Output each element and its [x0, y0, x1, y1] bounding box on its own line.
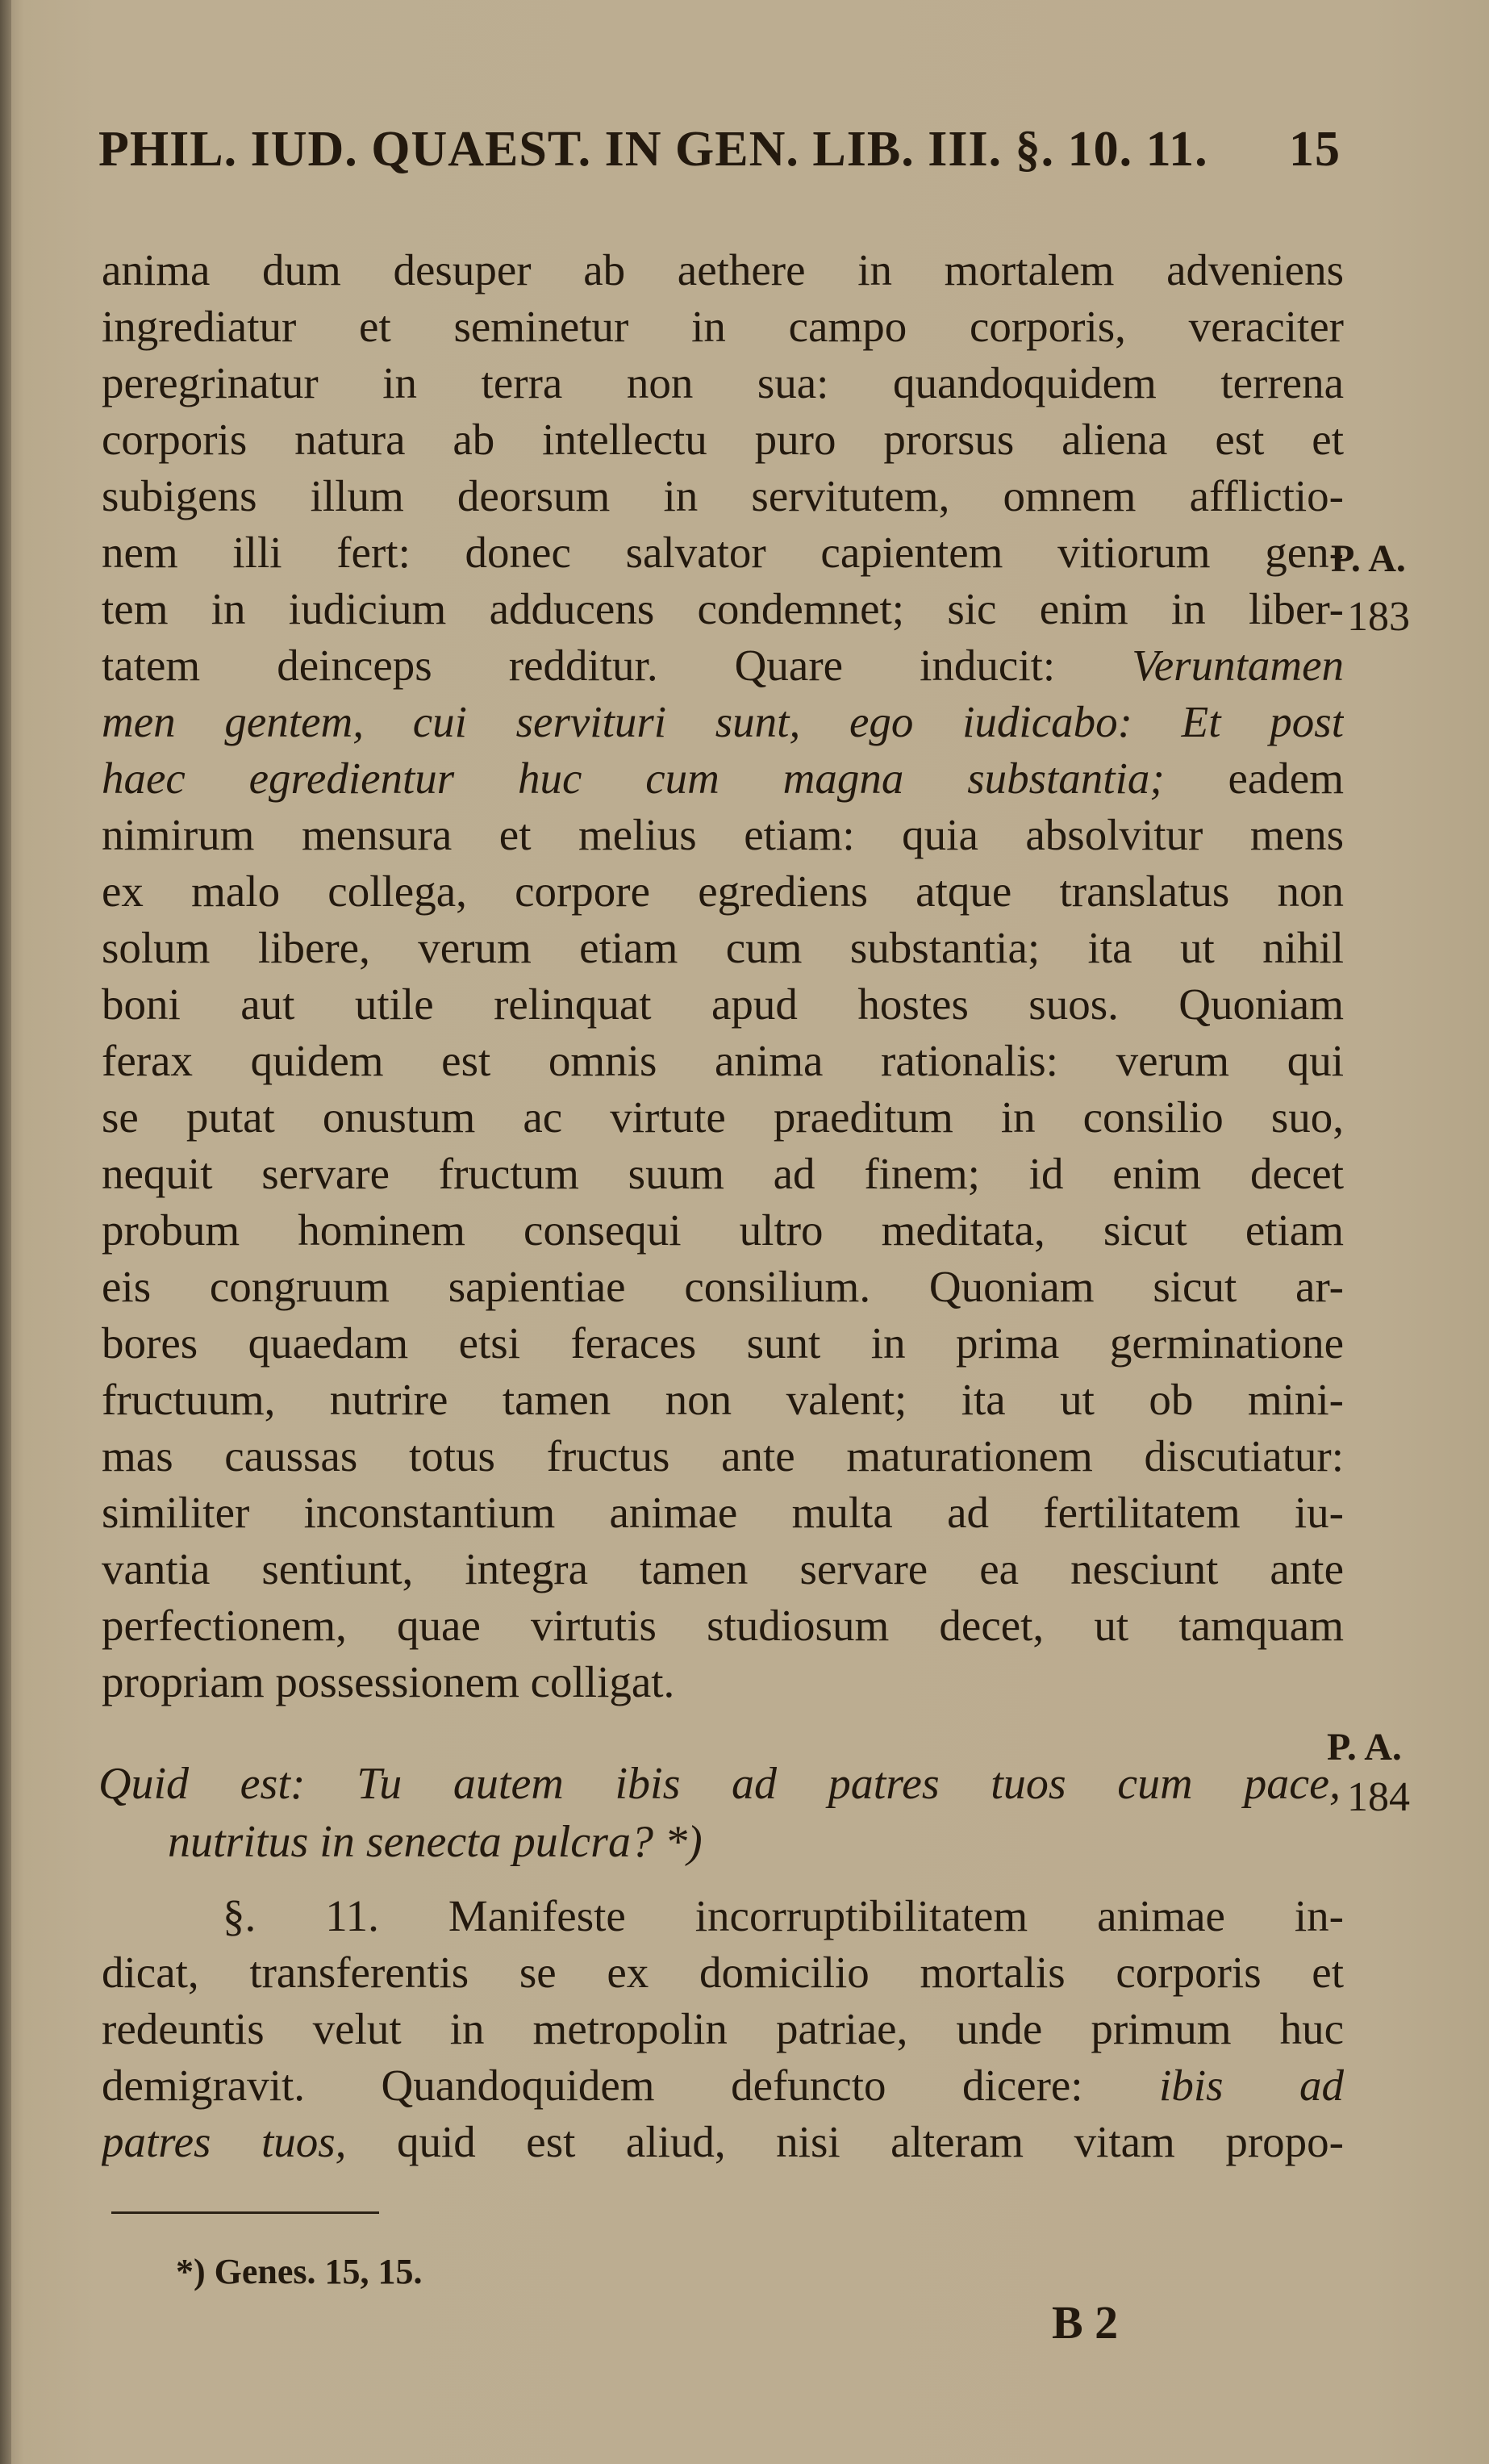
text-line-italic [102, 694, 1344, 750]
text-line: similiter inconstantium animae multa ad fertilitatem iu- [102, 1488, 1344, 1537]
scripture-quotation [98, 1755, 1389, 1871]
text-line: mas caussas totus fructus ante maturationem discutiatur: [102, 1431, 1344, 1480]
page-number: 15 [1289, 122, 1341, 177]
text-line: vantia sentiunt, integra tamen servare ea nesciunt ante [102, 1544, 1344, 1593]
text-line-mixed [102, 637, 1344, 694]
text-line: peregrinatur in terra non sua: quandoquidem terrena [102, 358, 1344, 407]
text-line: dicat, transferentis se ex domicilio mortalis corporis et [102, 1948, 1344, 1997]
text-segment: quid est aliud, nisi alteram vitam propo- [346, 2117, 1344, 2166]
italic-segment: Veruntamen [1132, 641, 1344, 690]
section-heading-line: §. 11. Manifeste incorruptibilitatem animae in- [223, 1891, 1344, 1940]
italic-segment: ibis ad [1159, 2061, 1344, 2110]
margin-page-ref: 184 [1347, 1774, 1410, 1820]
text-line: ingrediatur et seminetur in campo corporis, veraciter [102, 302, 1344, 351]
text-line: subigens illum deorsum in servitutem, omnem afflictio- [102, 471, 1344, 520]
italic-segment: men gentem, cui servituri sunt, ego iudicabo: Et post [102, 697, 1344, 746]
text-line: perfectionem, quae virtutis studiosum decet, ut tamquam [102, 1601, 1344, 1650]
text-line: nem illi fert: donec salvator capientem vitiorum gen- [102, 528, 1344, 577]
text-line: nimirum mensura et melius etiam: quia absolvitur mens [102, 810, 1344, 859]
italic-segment: patres tuos, [102, 2117, 347, 2166]
text-segment: demigravit. Quandoquidem defuncto dicere: [102, 2061, 1160, 2110]
text-line: fructuum, nutrire tamen non valent; ita ut ob mini- [102, 1375, 1344, 1424]
footnote-rule [111, 2211, 379, 2214]
running-title: PHIL. IUD. QUAEST. IN GEN. LIB. III. §. 10. 11. [98, 122, 1208, 177]
text-line: anima dum desuper ab aethere in mortalem adveniens [102, 245, 1344, 294]
text-line: boni aut utile relinquat apud hostes suos. Quoniam [102, 979, 1344, 1029]
text-line: redeuntis velut in metropolin patriae, unde primum huc [102, 2004, 1344, 2053]
text-line: nequit servare fructum suum ad finem; id enim decet [102, 1149, 1344, 1198]
text-line: probum hominem consequi ultro meditata, sicut etiam [102, 1205, 1344, 1255]
text-line: bores quaedam etsi feraces sunt in prima germinatione [102, 1318, 1344, 1368]
signature-mark: B 2 [1052, 2296, 1119, 2349]
text-line: ex malo collega, corpore egrediens atque translatus non [102, 867, 1344, 916]
text-segment: eadem [1164, 754, 1344, 803]
quote-line: Quid est: Tu autem ibis ad patres tuos cum pace, [98, 1759, 1341, 1809]
text-line: corporis natura ab intellectu puro prorsus aliena est et [102, 415, 1344, 464]
text-segment: tatem deinceps redditur. Quare inducit: [102, 641, 1132, 690]
margin-page-ref: 183 [1347, 594, 1410, 640]
text-line: propriam possessionem colligat. [102, 1657, 675, 1706]
italic-segment: haec egredientur huc cum magna substantia; [102, 754, 1165, 803]
page-binding-edge [0, 0, 11, 2464]
margin-pa-label: P. A. [1327, 1726, 1402, 1769]
text-line-mixed [102, 750, 1344, 807]
text-line-mixed [102, 2057, 1344, 2114]
section-11 [102, 1888, 1344, 2170]
text-line: solum libere, verum etiam cum substantia; ita ut nihil [102, 923, 1344, 972]
text-line-mixed [102, 2114, 1344, 2170]
quote-line: nutritus in senecta pulcra? *) [168, 1817, 703, 1867]
text-line: ferax quidem est omnis anima rationalis: verum qui [102, 1036, 1344, 1085]
margin-pa-label: P. A. [1331, 537, 1406, 580]
text-line: se putat onustum ac virtute praeditum in consilio suo, [102, 1092, 1344, 1142]
text-line: tem in iudicium adducens condemnet; sic enim in liber- [102, 584, 1344, 633]
text-line: eis congruum sapientiae consilium. Quoniam sicut ar- [102, 1262, 1344, 1311]
main-paragraph [102, 242, 1344, 1710]
footnote: *) Genes. 15, 15. [176, 2252, 423, 2291]
running-head [98, 121, 1341, 210]
